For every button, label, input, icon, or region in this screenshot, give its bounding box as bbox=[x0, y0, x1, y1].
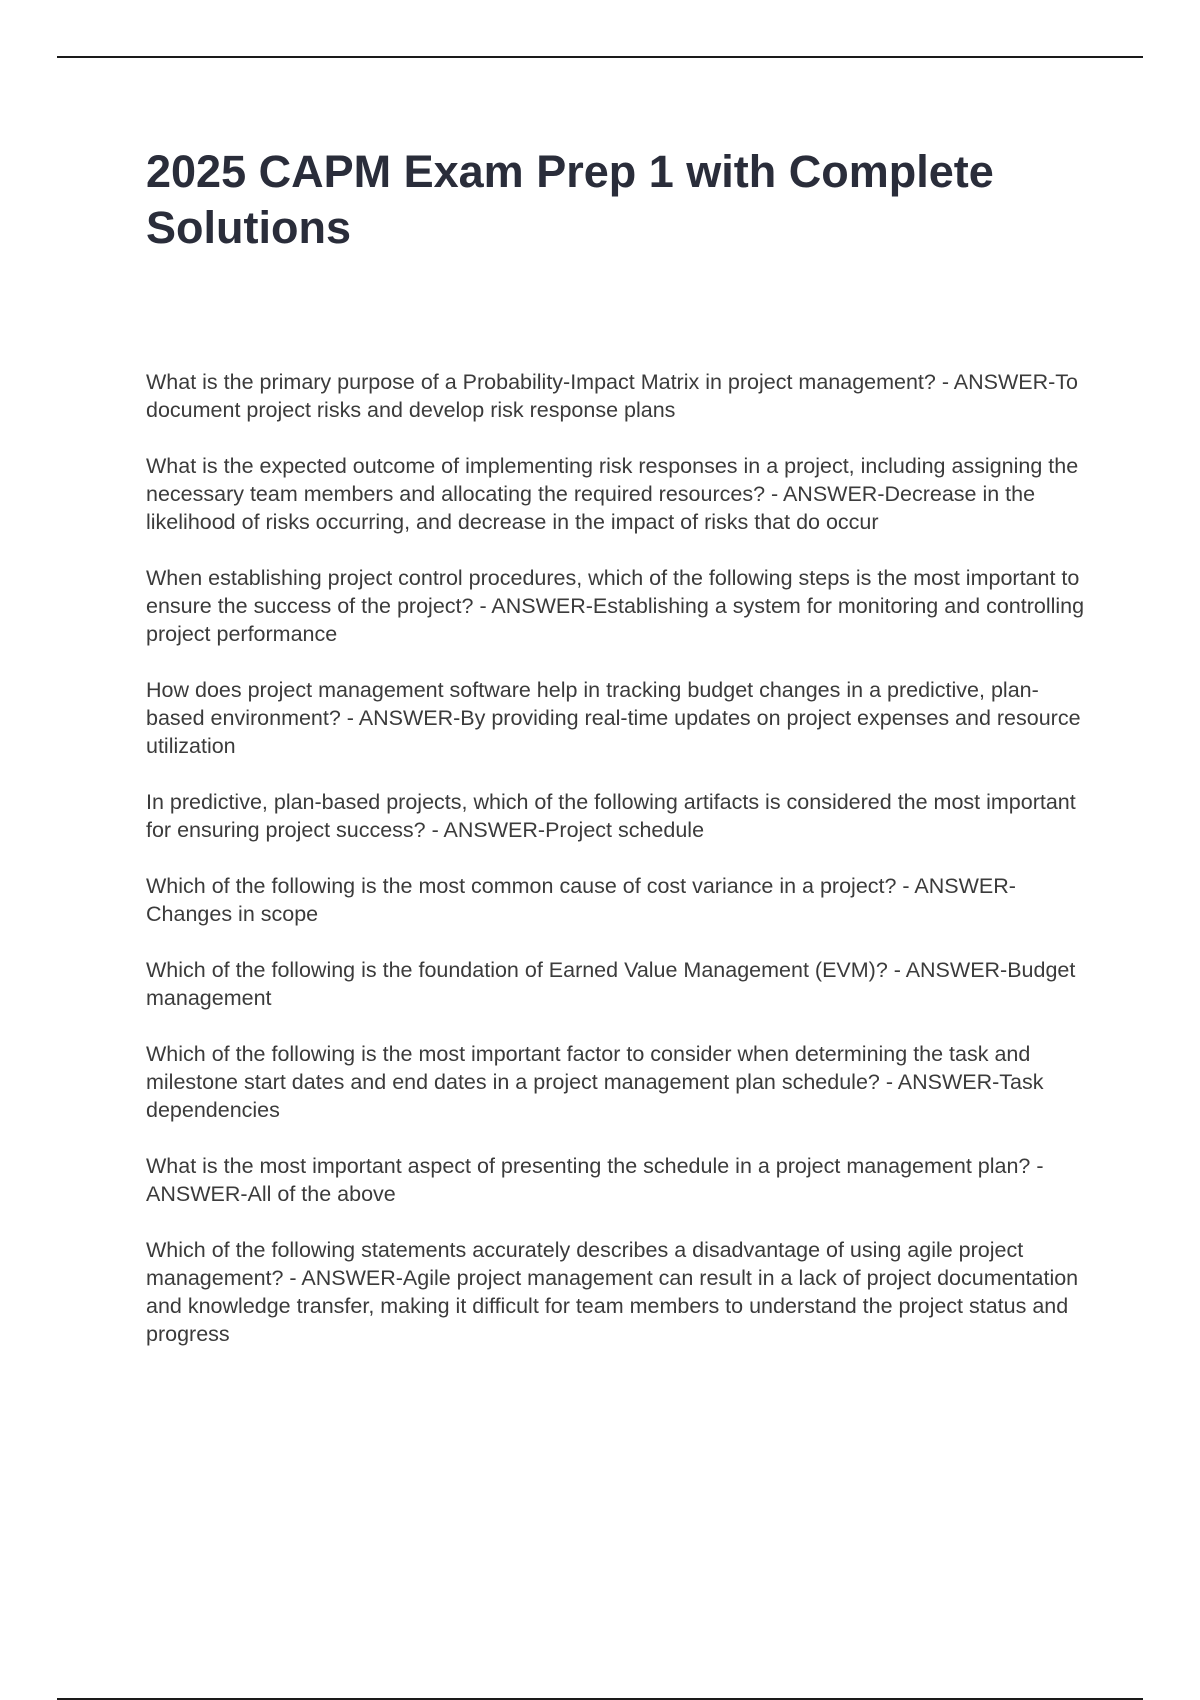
qa-item-9: What is the most important aspect of presenting the schedule in a project management plan? - ANSWER-All of the above bbox=[146, 1154, 1044, 1206]
qa-list bbox=[146, 368, 1096, 1376]
qa-item-2: What is the expected outcome of implementing risk responses in a project, including assigning the necessary team members and allocating the required resources? - ANSWER-Decrease in the likelihood of risks occurring, and decrease in the impact of risks that do occur bbox=[146, 454, 1079, 534]
qa-item-3: When establishing project control procedures, which of the following steps is the most important to ensure the success of the project? - ANSWER-Establishing a system for monitoring and controlling project performance bbox=[146, 566, 1085, 646]
qa-item-8: Which of the following is the most important factor to consider when determining the task and milestone start dates and end dates in a project management plan schedule? - ANSWER-Task dependencies bbox=[146, 1042, 1044, 1122]
qa-item-6: Which of the following is the most common cause of cost variance in a project? - ANSWER-Changes in scope bbox=[146, 874, 1016, 926]
qa-item-1: What is the primary purpose of a Probability-Impact Matrix in project management? - ANSWER-To document project risks and develop risk response plans bbox=[146, 370, 1079, 422]
qa-item-4: How does project management software help in tracking budget changes in a predictive, plan-based environment? - ANSWER-By providing real-time updates on project expenses and resource utilization bbox=[146, 678, 1081, 758]
qa-item-5: In predictive, plan-based projects, which of the following artifacts is considered the most important for ensuring project success? - ANSWER-Project schedule bbox=[146, 790, 1076, 842]
qa-item-7: Which of the following is the foundation of Earned Value Management (EVM)? - ANSWER-Budget management bbox=[146, 958, 1076, 1010]
document-title: 2025 CAPM Exam Prep 1 with Complete Solutions bbox=[146, 146, 994, 253]
top-divider bbox=[57, 56, 1143, 58]
qa-item-10: Which of the following statements accurately describes a disadvantage of using agile project management? - ANSWER-Agile project management can result in a lack of project documentation and knowledge transfer, making it difficult for team members to understand the project status and progress bbox=[146, 1238, 1079, 1346]
